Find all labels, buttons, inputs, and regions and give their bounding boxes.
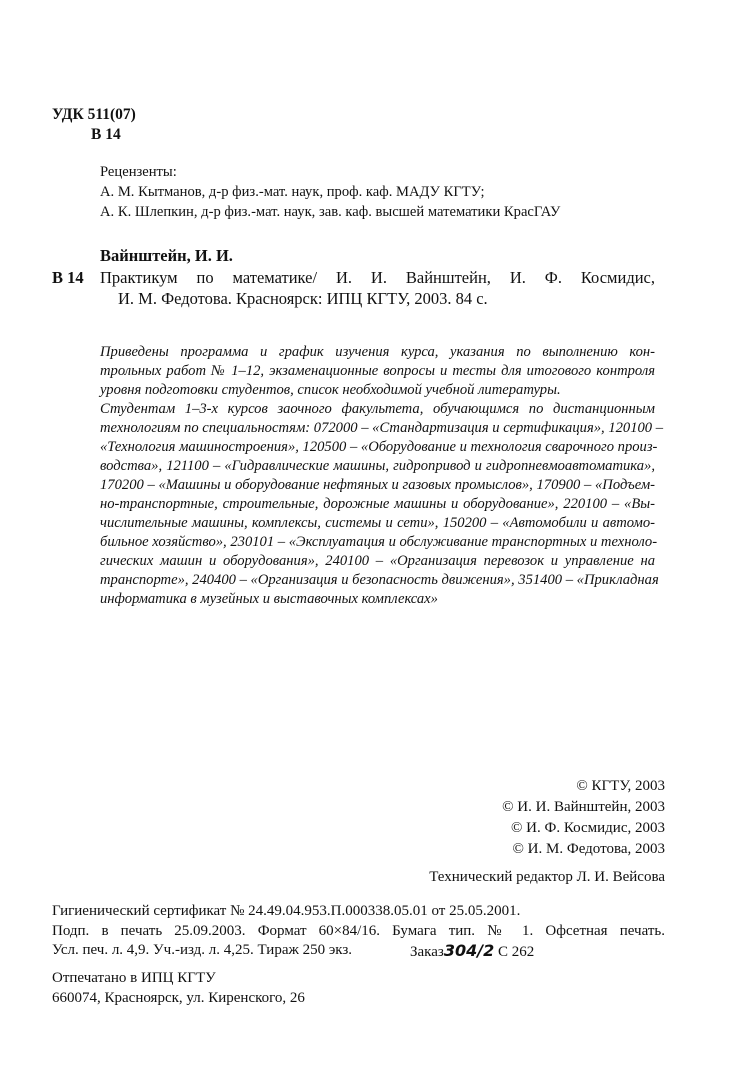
audience-line: гических машин и оборудования», 240100 – «Организация перевозок и управление на: [100, 553, 655, 569]
hygienic-certificate: Гигиенический сертификат № 24.49.04.953.П.000338.05.01 от 25.05.2001.: [52, 903, 521, 919]
printer-name: Отпечатано в ИПЦ КГТУ: [52, 970, 216, 986]
udk-index: УДК 511(07): [52, 106, 136, 123]
catalog-line-1: Практикум по математике/ И. И. Вайнштейн, И. Ф. Космидис,: [100, 268, 655, 287]
audience-line: бильное хозяйство», 230101 – «Эксплуатация и обслуживание транспортных и техноло-: [100, 534, 658, 550]
annotation-line: трольных работ № 1–12, экзаменационные вопросы и тесты для итогового контроля: [100, 363, 655, 379]
annotation-line: уровня подготовки студентов, список необходимой учебной литературы.: [100, 382, 561, 398]
tech-editor: Технический редактор Л. И. Вейсова: [429, 869, 665, 885]
annotation-paragraph: [100, 343, 655, 400]
copyright-author-3: © И. М. Федотова, 2003: [512, 841, 665, 857]
catalog-line-2: И. М. Федотова. Красноярск: ИПЦ КГТУ, 2003. 84 с.: [118, 289, 488, 308]
order-info: [410, 941, 534, 962]
reviewers-label: Рецензенты:: [100, 164, 177, 180]
copyright-kgtu: © КГТУ, 2003: [576, 778, 665, 794]
audience-line: транспорте», 240400 – «Организация и безопасность движения», 351400 – «Прикладная: [100, 572, 659, 588]
audience-line: числительные машины, комплексы, системы и сети», 150200 – «Автомобили и автомо-: [100, 515, 655, 531]
audience-line: 170200 – «Машины и оборудование нефтяных и газовых промыслов», 170900 – «Подъем-: [100, 477, 655, 493]
print-details: Подп. в печать 25.09.2003. Формат 60×84/16. Бумага тип. № 1. Офсетная печать.: [52, 923, 665, 939]
catalog-code: В 14: [52, 268, 84, 287]
audience-line: информатика в музейных и выставочных комплексах»: [100, 591, 438, 607]
copyright-author-1: © И. И. Вайнштейн, 2003: [502, 799, 665, 815]
audience-paragraph: [100, 400, 664, 609]
reviewer-1: А. М. Кытманов, д-р физ.-мат. наук, проф. каф. МАДУ КГТУ;: [100, 184, 485, 200]
copyright-author-2: © И. Ф. Космидис, 2003: [511, 820, 665, 836]
audience-line: водства», 121100 – «Гидравлические машины, гидропривод и гидропневмоавтоматика»,: [100, 458, 655, 474]
audience-line: Студентам 1–3-х курсов заочного факультета, обучающимся по дистанционным: [100, 401, 655, 417]
order-label: Заказ: [410, 944, 444, 960]
author-heading: Вайнштейн, И. И.: [100, 246, 233, 265]
annotation-line: Приведены программа и график изучения курса, указания по выполнению кон-: [100, 344, 655, 360]
reviewer-2: А. К. Шлепкин, д-р физ.-мат. наук, зав. каф. высшей математики КрасГАУ: [100, 204, 561, 220]
audience-line: «Технология машиностроения», 120500 – «Оборудование и технология сварочного произ-: [100, 439, 658, 455]
printer-address: 660074, Красноярск, ул. Киренского, 26: [52, 990, 305, 1006]
bbk-index: В 14: [91, 126, 121, 143]
audience-line: но-транспортные, строительные, дорожные машины и оборудование», 220100 – «Вы-: [100, 496, 655, 512]
order-number-handwritten: 304/2: [443, 941, 495, 960]
audience-line: технологиям по специальностям: 072000 – «Стандартизация и сертификация», 120100 –: [100, 420, 664, 436]
order-code: С 262: [497, 944, 535, 960]
print-sheets: Усл. печ. л. 4,9. Уч.-изд. л. 4,25. Тираж 250 экз.: [52, 942, 353, 958]
